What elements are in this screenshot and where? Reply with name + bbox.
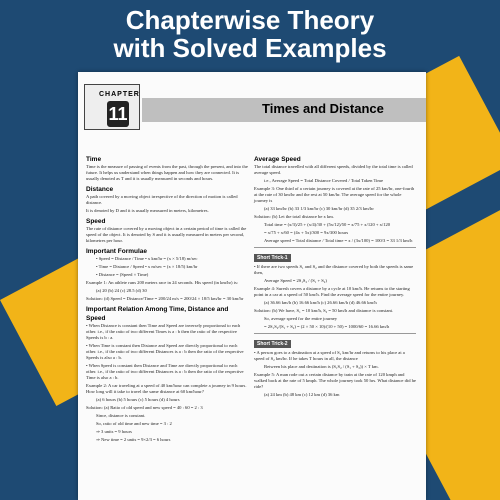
- solution-3b: Total time = (x/3)/25 + (x/4)/30 + (5x/12)/50 = x/75 + x/120 + x/120: [264, 222, 391, 227]
- short-trick-2-label: Short Trick-2: [254, 340, 291, 348]
- trick-1-text: • If there are two speeds S₁ and S₂ and the distance covered by both the speeds is same then,: [254, 264, 414, 275]
- heading-time: Time: [86, 156, 102, 163]
- formula-3: • Distance = (Speed × Time): [96, 272, 149, 277]
- formula-1: • Speed = Distance / Time • x km/hr = (x × 5/18) m/sec: [96, 256, 198, 261]
- solution-2e: ⇒ New time = 2 units = 9×2/3 = 6 hours: [96, 437, 171, 442]
- example-4: Example 4: Suresh covers a distance by a cycle at 10 km/h. He returns to the starting point in a car at a speed of 50 km/h. Find the average speed for the entire journey.: [254, 286, 410, 297]
- heading-distance: Distance: [86, 186, 114, 193]
- chapter-number: 11: [107, 101, 129, 127]
- example-5: Example 5: A man rode out a certain distance by train at the rate of 120 kmph and walked back at the rate of 5 kmph. The whole journey took 50 hrs. What distance did he ride?: [254, 372, 416, 389]
- chapter-box: [84, 84, 140, 130]
- heading-relation: Important Relation Among Time, Distance and Speed: [86, 306, 229, 322]
- divider: [254, 333, 416, 334]
- chapter-label: CHAPTER: [99, 91, 140, 98]
- chapter-header: [78, 80, 426, 132]
- paragraph-average-speed: The total distance travelled with all different speeds, divided by the total time is called average speed.: [254, 164, 413, 175]
- trick-1-formula: Average Speed = 2S₁S₂ / (S₁ + S₂): [264, 278, 327, 283]
- heading-average-speed: Average Speed: [254, 156, 301, 163]
- solution-4a: Solution: (b) We have, S₁ = 10 km/h, S₂ = 50 km/h and distance is constant.: [254, 308, 394, 313]
- solution-3d: Average speed = Total distance / Total time = x / (3x/100) = 100/3 = 33 1/3 km/h: [264, 238, 413, 243]
- relation-2: • When Time is constant then Distance and Speed are directly proportional to each other. i.e., if the ratio of two different Distances is a : b then the ratio of the respective Speeds is also a : b.: [86, 343, 244, 360]
- average-speed-formula: i.e., Average Speed = Total Distance Covered / Total Taken Time: [264, 178, 384, 183]
- chapter-title-strip: [142, 98, 426, 122]
- paragraph-distance-1: A path covered by a moving object irrespective of the direction of motion is called distance.: [86, 194, 238, 205]
- paragraph-distance-2: It is denoted by D and it is usually measured in meters, kilometres.: [86, 208, 209, 213]
- example-3-options: (a) 33 km/hr (b) 33 1/3 km/hr (c) 30 km/hr (d) 35 2/3 km/hr: [264, 206, 374, 211]
- book-page: [78, 72, 426, 500]
- solution-3a: Solution: (b) Let the total distance be x km.: [254, 214, 334, 219]
- trick-2-text: • A person goes to a destination at a speed of S₁ km/hr and returns to his place at a speed of S₂ km/hr. If he takes T hours in all, the distance: [254, 350, 405, 361]
- solution-2b: Since, distance is constant.: [96, 413, 146, 418]
- paragraph-time: Time is the measure of passing of events from the past, through the present, and into the future. It helps us understand when things happen and how they are connected. It is usually denoted as T and it is usually measured in seconds and hours.: [86, 164, 248, 181]
- right-column: [254, 152, 416, 400]
- example-5-options: (a) 24 km (b) 48 km (c) 12 km (d) 36 km: [264, 392, 340, 397]
- heading-formulae: Important Formulae: [86, 248, 148, 255]
- left-column: [86, 152, 248, 445]
- solution-2c: So, ratio of old time and new time = 3 : 2: [96, 421, 172, 426]
- example-3: Example 3: One third of a certain journey is covered at the rate of 25 km/hr, one-fourth at the rate of 30 km/hr and the rest at 50 km/hr. The average speed for the whole journey is: [254, 186, 415, 203]
- formula-2: • Time = Distance / Speed • x m/sec = (x × 18/5) km/hr: [96, 264, 198, 269]
- heading-speed: Speed: [86, 218, 106, 225]
- solution-2a: Solution: (a) Ratio of old speed and new speed = 40 : 60 = 2 : 3: [86, 405, 203, 410]
- solution-3c: = x/75 + x/60 = (4x + 5x)/300 = 9x/300 hours: [264, 230, 349, 235]
- relation-3: • When Speed is constant then Distance and Time are directly proportional to each other. i.e., if the ratio of two different Distances is a : b then the ratio of the respective Time is also a : b.: [86, 363, 244, 380]
- example-1-options: (a) 20 (b) 24 (c) 28.5 (d) 30: [96, 288, 147, 293]
- example-1: Example 1: An athlete runs 200 meters race in 24 seconds. His speed (in km/hr) is:: [86, 280, 239, 285]
- paragraph-speed: The rate of distance covered by a moving object in a certain period of time is called the speed of the object. It is denoted by S and it is usually measured in meters per second, kilometres per hour.: [86, 226, 247, 243]
- example-2: Example 2: A car traveling at a speed of 40 km/hour can complete a journey in 9 hours. How long will it take to travel the same distance at 60 km/hour?: [86, 383, 247, 394]
- solution-2d: ⇒ 3 units = 9 hours: [96, 429, 132, 434]
- divider: [254, 247, 416, 248]
- short-trick-1-label: Short Trick-1: [254, 254, 291, 262]
- chapter-title: Times and Distance: [262, 101, 384, 116]
- trick-2-formula: Between his place and destination is (S₁S₂ / (S₁ + S₂)) × T km.: [264, 364, 379, 369]
- solution-4b: So, average speed for the entire journey: [264, 316, 338, 321]
- example-2-options: (a) 6 hours (b) 5 hours (c) 5 hours (d) 4 hours: [96, 397, 180, 402]
- promo-banner: [0, 0, 500, 70]
- banner-line-2: with Solved Examples: [113, 33, 387, 63]
- solution-4c: = 2S₁S₂/(S₁ + S₂) = (2 × 50 × 10)/(10 + 50) = 1000/60 = 16.66 km/h: [264, 324, 390, 329]
- relation-1: • When Distance is constant then Time and Speed are inversely proportional to each other. i.e., if the ratio of two different Times is a : b then the ratio of the respective Speeds is b : a.: [86, 323, 241, 340]
- solution-1: Solution: (d) Speed = Distance/Time = 200/24 m/s = 200/24 × 18/5 km/hr = 30 km/hr: [86, 296, 244, 301]
- example-4-options: (a) 36.66 km/h (b) 16.66 km/h (c) 26.66 km/h (d) 46.66 km/h: [264, 300, 377, 305]
- banner-line-1: Chapterwise Theory: [125, 5, 375, 35]
